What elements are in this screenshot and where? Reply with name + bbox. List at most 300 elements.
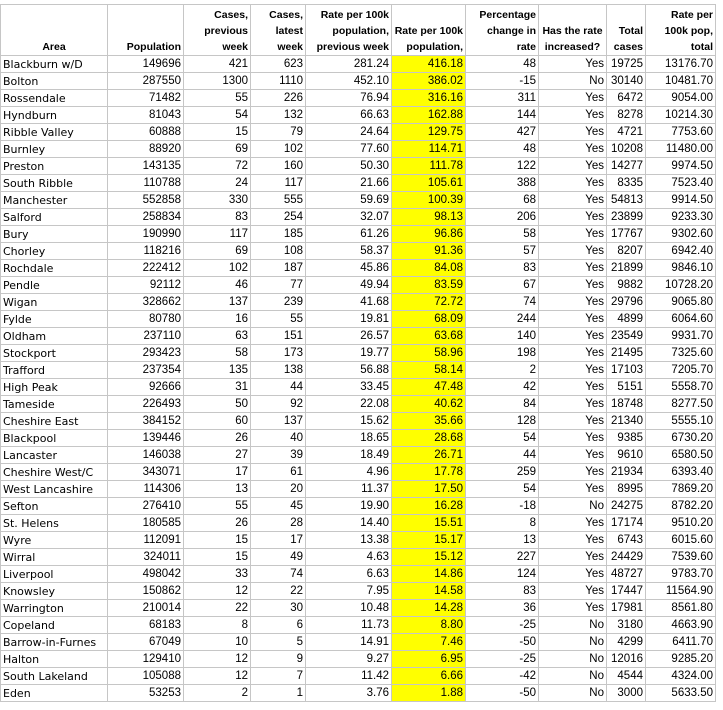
cell-rate-latest[interactable]: 162.88 — [392, 107, 466, 124]
cell-cases-latest-week[interactable]: 117 — [251, 175, 306, 192]
cell-total-cases[interactable]: 48727 — [607, 566, 646, 583]
cell-total-cases[interactable]: 17981 — [607, 600, 646, 617]
cell-cases-previous-week[interactable]: 421 — [184, 56, 251, 73]
cell-rate-total[interactable]: 13176.70 — [646, 56, 716, 73]
cell-cases-latest-week[interactable]: 77 — [251, 277, 306, 294]
cell-rate-increased[interactable]: Yes — [539, 362, 607, 379]
cell-percentage-change[interactable]: 36 — [466, 600, 539, 617]
cell-rate-previous-week[interactable]: 7.95 — [306, 583, 392, 600]
cell-cases-previous-week[interactable]: 69 — [184, 141, 251, 158]
cell-cases-latest-week[interactable]: 22 — [251, 583, 306, 600]
cell-rate-previous-week[interactable]: 24.64 — [306, 124, 392, 141]
cell-rate-previous-week[interactable]: 14.40 — [306, 515, 392, 532]
cell-area[interactable]: Chorley — [1, 243, 108, 260]
cell-cases-latest-week[interactable]: 108 — [251, 243, 306, 260]
cell-area[interactable]: Eden — [1, 685, 108, 702]
cell-rate-previous-week[interactable]: 45.86 — [306, 260, 392, 277]
cell-population[interactable]: 552858 — [108, 192, 184, 209]
cell-rate-previous-week[interactable]: 59.69 — [306, 192, 392, 209]
cell-rate-total[interactable]: 11564.90 — [646, 583, 716, 600]
cell-rate-total[interactable]: 7869.20 — [646, 481, 716, 498]
cell-total-cases[interactable]: 30140 — [607, 73, 646, 90]
cell-rate-increased[interactable]: Yes — [539, 345, 607, 362]
cell-rate-latest[interactable]: 15.51 — [392, 515, 466, 532]
cell-rate-previous-week[interactable]: 19.90 — [306, 498, 392, 515]
cell-rate-increased[interactable]: Yes — [539, 209, 607, 226]
cell-cases-latest-week[interactable]: 39 — [251, 447, 306, 464]
header-percentage-change[interactable]: Percentage change in rate — [466, 5, 539, 56]
cell-rate-latest[interactable]: 15.17 — [392, 532, 466, 549]
cell-cases-latest-week[interactable]: 55 — [251, 311, 306, 328]
header-cases-latest-week[interactable]: Cases, latest week — [251, 5, 306, 56]
cell-cases-previous-week[interactable]: 16 — [184, 311, 251, 328]
cell-rate-latest[interactable]: 26.71 — [392, 447, 466, 464]
cell-cases-previous-week[interactable]: 54 — [184, 107, 251, 124]
cell-total-cases[interactable]: 9882 — [607, 277, 646, 294]
cell-rate-latest[interactable]: 58.96 — [392, 345, 466, 362]
cell-rate-previous-week[interactable]: 18.49 — [306, 447, 392, 464]
cell-rate-increased[interactable]: Yes — [539, 328, 607, 345]
cell-percentage-change[interactable]: -18 — [466, 498, 539, 515]
cell-rate-total[interactable]: 10214.30 — [646, 107, 716, 124]
cell-population[interactable]: 226493 — [108, 396, 184, 413]
cell-percentage-change[interactable]: 427 — [466, 124, 539, 141]
cell-area[interactable]: Knowsley — [1, 583, 108, 600]
cell-population[interactable]: 150862 — [108, 583, 184, 600]
cell-rate-previous-week[interactable]: 19.77 — [306, 345, 392, 362]
cell-area[interactable]: Stockport — [1, 345, 108, 362]
cell-rate-increased[interactable]: Yes — [539, 107, 607, 124]
cell-area[interactable]: Preston — [1, 158, 108, 175]
cell-rate-total[interactable]: 6580.50 — [646, 447, 716, 464]
cell-percentage-change[interactable]: 83 — [466, 583, 539, 600]
cell-rate-previous-week[interactable]: 41.68 — [306, 294, 392, 311]
cell-area[interactable]: Bury — [1, 226, 108, 243]
header-area[interactable]: Area — [1, 5, 108, 56]
cell-percentage-change[interactable]: 42 — [466, 379, 539, 396]
cell-cases-latest-week[interactable]: 1110 — [251, 73, 306, 90]
cell-rate-latest[interactable]: 98.13 — [392, 209, 466, 226]
cell-total-cases[interactable]: 4899 — [607, 311, 646, 328]
cell-area[interactable]: Wirral — [1, 549, 108, 566]
cell-rate-previous-week[interactable]: 77.60 — [306, 141, 392, 158]
cell-cases-latest-week[interactable]: 7 — [251, 668, 306, 685]
cell-cases-previous-week[interactable]: 72 — [184, 158, 251, 175]
cell-rate-increased[interactable]: No — [539, 617, 607, 634]
cell-total-cases[interactable]: 23549 — [607, 328, 646, 345]
cell-rate-latest[interactable]: 96.86 — [392, 226, 466, 243]
cell-rate-latest[interactable]: 114.71 — [392, 141, 466, 158]
cell-area[interactable]: Cheshire West/C — [1, 464, 108, 481]
cell-total-cases[interactable]: 4299 — [607, 634, 646, 651]
cell-population[interactable]: 384152 — [108, 413, 184, 430]
cell-cases-latest-week[interactable]: 30 — [251, 600, 306, 617]
cell-area[interactable]: Sefton — [1, 498, 108, 515]
cell-population[interactable]: 67049 — [108, 634, 184, 651]
cell-rate-increased[interactable]: No — [539, 634, 607, 651]
cell-rate-total[interactable]: 8277.50 — [646, 396, 716, 413]
cell-rate-previous-week[interactable]: 66.63 — [306, 107, 392, 124]
cell-rate-increased[interactable]: Yes — [539, 464, 607, 481]
cell-rate-increased[interactable]: Yes — [539, 566, 607, 583]
cell-rate-increased[interactable]: Yes — [539, 260, 607, 277]
cell-population[interactable]: 258834 — [108, 209, 184, 226]
cell-rate-total[interactable]: 10728.20 — [646, 277, 716, 294]
cell-cases-previous-week[interactable]: 55 — [184, 90, 251, 107]
cell-cases-latest-week[interactable]: 187 — [251, 260, 306, 277]
cell-cases-latest-week[interactable]: 74 — [251, 566, 306, 583]
cell-percentage-change[interactable]: 68 — [466, 192, 539, 209]
cell-population[interactable]: 498042 — [108, 566, 184, 583]
cell-cases-latest-week[interactable]: 44 — [251, 379, 306, 396]
cell-rate-increased[interactable]: Yes — [539, 192, 607, 209]
cell-area[interactable]: Tameside — [1, 396, 108, 413]
cell-cases-previous-week[interactable]: 31 — [184, 379, 251, 396]
cell-total-cases[interactable]: 21934 — [607, 464, 646, 481]
cell-total-cases[interactable]: 8335 — [607, 175, 646, 192]
cell-rate-previous-week[interactable]: 11.37 — [306, 481, 392, 498]
cell-population[interactable]: 110788 — [108, 175, 184, 192]
header-rate-increased[interactable]: Has the rate increased? — [539, 5, 607, 56]
cell-cases-latest-week[interactable]: 132 — [251, 107, 306, 124]
cell-percentage-change[interactable]: 140 — [466, 328, 539, 345]
cell-population[interactable]: 180585 — [108, 515, 184, 532]
cell-area[interactable]: Bolton — [1, 73, 108, 90]
cell-rate-latest[interactable]: 316.16 — [392, 90, 466, 107]
cell-rate-latest[interactable]: 40.62 — [392, 396, 466, 413]
cell-rate-previous-week[interactable]: 56.88 — [306, 362, 392, 379]
cell-percentage-change[interactable]: 44 — [466, 447, 539, 464]
cell-total-cases[interactable]: 9385 — [607, 430, 646, 447]
cell-total-cases[interactable]: 8995 — [607, 481, 646, 498]
cell-area[interactable]: High Peak — [1, 379, 108, 396]
cell-cases-latest-week[interactable]: 102 — [251, 141, 306, 158]
cell-rate-previous-week[interactable]: 281.24 — [306, 56, 392, 73]
cell-total-cases[interactable]: 24275 — [607, 498, 646, 515]
header-total-cases[interactable]: Total cases — [607, 5, 646, 56]
cell-rate-total[interactable]: 9285.20 — [646, 651, 716, 668]
cell-rate-previous-week[interactable]: 58.37 — [306, 243, 392, 260]
cell-population[interactable]: 190990 — [108, 226, 184, 243]
cell-cases-previous-week[interactable]: 135 — [184, 362, 251, 379]
cell-area[interactable]: Salford — [1, 209, 108, 226]
cell-cases-previous-week[interactable]: 55 — [184, 498, 251, 515]
cell-cases-previous-week[interactable]: 15 — [184, 549, 251, 566]
cell-area[interactable]: Oldham — [1, 328, 108, 345]
cell-rate-total[interactable]: 9783.70 — [646, 566, 716, 583]
cell-rate-total[interactable]: 9510.20 — [646, 515, 716, 532]
cell-rate-previous-week[interactable]: 21.66 — [306, 175, 392, 192]
cell-rate-total[interactable]: 7325.60 — [646, 345, 716, 362]
cell-population[interactable]: 324011 — [108, 549, 184, 566]
cell-rate-latest[interactable]: 72.72 — [392, 294, 466, 311]
cell-population[interactable]: 92112 — [108, 277, 184, 294]
cell-cases-previous-week[interactable]: 58 — [184, 345, 251, 362]
cell-population[interactable]: 92666 — [108, 379, 184, 396]
cell-percentage-change[interactable]: 227 — [466, 549, 539, 566]
cell-rate-latest[interactable]: 129.75 — [392, 124, 466, 141]
cell-rate-increased[interactable]: No — [539, 73, 607, 90]
cell-rate-latest[interactable]: 47.48 — [392, 379, 466, 396]
cell-population[interactable]: 68183 — [108, 617, 184, 634]
cell-percentage-change[interactable]: 57 — [466, 243, 539, 260]
cell-percentage-change[interactable]: 388 — [466, 175, 539, 192]
cell-rate-increased[interactable]: Yes — [539, 532, 607, 549]
cell-rate-latest[interactable]: 14.86 — [392, 566, 466, 583]
cell-percentage-change[interactable]: -15 — [466, 73, 539, 90]
cell-cases-latest-week[interactable]: 160 — [251, 158, 306, 175]
cell-rate-increased[interactable]: Yes — [539, 379, 607, 396]
cell-population[interactable]: 60888 — [108, 124, 184, 141]
cell-population[interactable]: 81043 — [108, 107, 184, 124]
cell-cases-previous-week[interactable]: 102 — [184, 260, 251, 277]
cell-rate-increased[interactable]: Yes — [539, 515, 607, 532]
cell-cases-previous-week[interactable]: 22 — [184, 600, 251, 617]
cell-area[interactable]: Barrow-in-Furnes — [1, 634, 108, 651]
cell-cases-previous-week[interactable]: 24 — [184, 175, 251, 192]
cell-rate-increased[interactable]: No — [539, 651, 607, 668]
cell-rate-total[interactable]: 7539.60 — [646, 549, 716, 566]
cell-rate-increased[interactable]: Yes — [539, 124, 607, 141]
cell-rate-increased[interactable]: Yes — [539, 175, 607, 192]
cell-rate-previous-week[interactable]: 11.42 — [306, 668, 392, 685]
cell-rate-increased[interactable]: Yes — [539, 243, 607, 260]
header-population[interactable]: Population — [108, 5, 184, 56]
cell-rate-total[interactable]: 9065.80 — [646, 294, 716, 311]
cell-cases-latest-week[interactable]: 92 — [251, 396, 306, 413]
cell-total-cases[interactable]: 24429 — [607, 549, 646, 566]
cell-percentage-change[interactable]: 84 — [466, 396, 539, 413]
cell-cases-previous-week[interactable]: 26 — [184, 515, 251, 532]
cell-rate-increased[interactable]: Yes — [539, 311, 607, 328]
cell-percentage-change[interactable]: 311 — [466, 90, 539, 107]
cell-total-cases[interactable]: 5151 — [607, 379, 646, 396]
cell-rate-increased[interactable]: No — [539, 498, 607, 515]
cell-rate-latest[interactable]: 1.88 — [392, 685, 466, 702]
cell-rate-latest[interactable]: 100.39 — [392, 192, 466, 209]
cell-population[interactable]: 71482 — [108, 90, 184, 107]
cell-total-cases[interactable]: 54813 — [607, 192, 646, 209]
cell-rate-latest[interactable]: 63.68 — [392, 328, 466, 345]
cell-rate-increased[interactable]: No — [539, 685, 607, 702]
cell-percentage-change[interactable]: 144 — [466, 107, 539, 124]
cell-total-cases[interactable]: 14277 — [607, 158, 646, 175]
cell-total-cases[interactable]: 8207 — [607, 243, 646, 260]
cell-rate-total[interactable]: 9914.50 — [646, 192, 716, 209]
cell-cases-latest-week[interactable]: 40 — [251, 430, 306, 447]
cell-percentage-change[interactable]: 48 — [466, 141, 539, 158]
cell-rate-increased[interactable]: Yes — [539, 481, 607, 498]
cell-rate-total[interactable]: 9233.30 — [646, 209, 716, 226]
cell-population[interactable]: 293423 — [108, 345, 184, 362]
cell-rate-previous-week[interactable]: 50.30 — [306, 158, 392, 175]
header-rate-latest[interactable]: Rate per 100k population, — [392, 5, 466, 56]
cell-population[interactable]: 129410 — [108, 651, 184, 668]
cell-rate-latest[interactable]: 68.09 — [392, 311, 466, 328]
cell-rate-total[interactable]: 6393.40 — [646, 464, 716, 481]
cell-rate-increased[interactable]: Yes — [539, 430, 607, 447]
cell-rate-total[interactable]: 5558.70 — [646, 379, 716, 396]
cell-rate-total[interactable]: 11480.00 — [646, 141, 716, 158]
cell-rate-previous-week[interactable]: 452.10 — [306, 73, 392, 90]
header-cases-previous-week[interactable]: Cases, previous week — [184, 5, 251, 56]
cell-cases-latest-week[interactable]: 185 — [251, 226, 306, 243]
cell-population[interactable]: 88920 — [108, 141, 184, 158]
cell-percentage-change[interactable]: -42 — [466, 668, 539, 685]
cell-percentage-change[interactable]: 198 — [466, 345, 539, 362]
cell-total-cases[interactable]: 17103 — [607, 362, 646, 379]
cell-area[interactable]: Blackpool — [1, 430, 108, 447]
cell-rate-previous-week[interactable]: 49.94 — [306, 277, 392, 294]
cell-population[interactable]: 114306 — [108, 481, 184, 498]
cell-rate-total[interactable]: 9974.50 — [646, 158, 716, 175]
cell-area[interactable]: Warrington — [1, 600, 108, 617]
cell-percentage-change[interactable]: -25 — [466, 617, 539, 634]
cell-rate-previous-week[interactable]: 9.27 — [306, 651, 392, 668]
cell-cases-latest-week[interactable]: 137 — [251, 413, 306, 430]
cell-cases-latest-week[interactable]: 6 — [251, 617, 306, 634]
cell-rate-total[interactable]: 8782.20 — [646, 498, 716, 515]
header-rate-previous-week[interactable]: Rate per 100k population, previous week — [306, 5, 392, 56]
cell-rate-total[interactable]: 5555.10 — [646, 413, 716, 430]
cell-cases-previous-week[interactable]: 117 — [184, 226, 251, 243]
cell-area[interactable]: Liverpool — [1, 566, 108, 583]
cell-cases-previous-week[interactable]: 13 — [184, 481, 251, 498]
cell-cases-previous-week[interactable]: 33 — [184, 566, 251, 583]
cell-rate-total[interactable]: 5633.50 — [646, 685, 716, 702]
cell-total-cases[interactable]: 10208 — [607, 141, 646, 158]
cell-rate-total[interactable]: 4324.00 — [646, 668, 716, 685]
cell-rate-increased[interactable]: Yes — [539, 413, 607, 430]
cell-population[interactable]: 105088 — [108, 668, 184, 685]
cell-percentage-change[interactable]: 58 — [466, 226, 539, 243]
cell-area[interactable]: Pendle — [1, 277, 108, 294]
cell-rate-latest[interactable]: 7.46 — [392, 634, 466, 651]
cell-cases-latest-week[interactable]: 20 — [251, 481, 306, 498]
cell-total-cases[interactable]: 23899 — [607, 209, 646, 226]
cell-cases-previous-week[interactable]: 15 — [184, 124, 251, 141]
cell-rate-latest[interactable]: 83.59 — [392, 277, 466, 294]
cell-rate-increased[interactable]: Yes — [539, 294, 607, 311]
cell-rate-latest[interactable]: 17.78 — [392, 464, 466, 481]
cell-total-cases[interactable]: 18748 — [607, 396, 646, 413]
cell-population[interactable]: 237354 — [108, 362, 184, 379]
cell-rate-increased[interactable]: No — [539, 668, 607, 685]
cell-rate-previous-week[interactable]: 13.38 — [306, 532, 392, 549]
cell-rate-previous-week[interactable]: 33.45 — [306, 379, 392, 396]
cell-population[interactable]: 146038 — [108, 447, 184, 464]
cell-cases-previous-week[interactable]: 15 — [184, 532, 251, 549]
header-rate-total[interactable]: Rate per 100k pop, total — [646, 5, 716, 56]
cell-rate-previous-week[interactable]: 10.48 — [306, 600, 392, 617]
cell-cases-latest-week[interactable]: 1 — [251, 685, 306, 702]
cell-population[interactable]: 222412 — [108, 260, 184, 277]
cell-rate-total[interactable]: 10481.70 — [646, 73, 716, 90]
cell-rate-previous-week[interactable]: 4.63 — [306, 549, 392, 566]
cell-rate-previous-week[interactable]: 76.94 — [306, 90, 392, 107]
cell-total-cases[interactable]: 3000 — [607, 685, 646, 702]
cell-cases-previous-week[interactable]: 137 — [184, 294, 251, 311]
cell-total-cases[interactable]: 4721 — [607, 124, 646, 141]
cell-area[interactable]: Trafford — [1, 362, 108, 379]
cell-rate-increased[interactable]: Yes — [539, 549, 607, 566]
cell-cases-previous-week[interactable]: 1300 — [184, 73, 251, 90]
cell-area[interactable]: South Lakeland — [1, 668, 108, 685]
cell-rate-previous-week[interactable]: 15.62 — [306, 413, 392, 430]
cell-area[interactable]: St. Helens — [1, 515, 108, 532]
cell-rate-latest[interactable]: 105.61 — [392, 175, 466, 192]
cell-cases-latest-week[interactable]: 61 — [251, 464, 306, 481]
cell-percentage-change[interactable]: 13 — [466, 532, 539, 549]
cell-cases-latest-week[interactable]: 49 — [251, 549, 306, 566]
cell-rate-total[interactable]: 4663.90 — [646, 617, 716, 634]
cell-rate-total[interactable]: 9302.60 — [646, 226, 716, 243]
cell-cases-previous-week[interactable]: 50 — [184, 396, 251, 413]
cell-cases-latest-week[interactable]: 45 — [251, 498, 306, 515]
cell-total-cases[interactable]: 9610 — [607, 447, 646, 464]
cell-cases-previous-week[interactable]: 12 — [184, 583, 251, 600]
cell-area[interactable]: Wyre — [1, 532, 108, 549]
cell-rate-total[interactable]: 9054.00 — [646, 90, 716, 107]
cell-cases-previous-week[interactable]: 26 — [184, 430, 251, 447]
cell-rate-increased[interactable]: Yes — [539, 141, 607, 158]
cell-rate-total[interactable]: 6064.60 — [646, 311, 716, 328]
cell-percentage-change[interactable]: 2 — [466, 362, 539, 379]
cell-rate-total[interactable]: 7523.40 — [646, 175, 716, 192]
cell-area[interactable]: Burnley — [1, 141, 108, 158]
cell-rate-increased[interactable]: Yes — [539, 583, 607, 600]
cell-population[interactable]: 276410 — [108, 498, 184, 515]
cell-rate-increased[interactable]: Yes — [539, 277, 607, 294]
cell-cases-latest-week[interactable]: 138 — [251, 362, 306, 379]
cell-area[interactable]: Cheshire East — [1, 413, 108, 430]
cell-rate-total[interactable]: 6411.70 — [646, 634, 716, 651]
cell-rate-latest[interactable]: 14.28 — [392, 600, 466, 617]
cell-cases-previous-week[interactable]: 10 — [184, 634, 251, 651]
cell-area[interactable]: South Ribble — [1, 175, 108, 192]
cell-cases-latest-week[interactable]: 5 — [251, 634, 306, 651]
cell-cases-latest-week[interactable]: 173 — [251, 345, 306, 362]
cell-rate-previous-week[interactable]: 61.26 — [306, 226, 392, 243]
cell-total-cases[interactable]: 6472 — [607, 90, 646, 107]
cell-cases-previous-week[interactable]: 8 — [184, 617, 251, 634]
cell-population[interactable]: 139446 — [108, 430, 184, 447]
cell-rate-previous-week[interactable]: 3.76 — [306, 685, 392, 702]
cell-cases-previous-week[interactable]: 60 — [184, 413, 251, 430]
cell-rate-latest[interactable]: 84.08 — [392, 260, 466, 277]
cell-cases-latest-week[interactable]: 254 — [251, 209, 306, 226]
cell-percentage-change[interactable]: 259 — [466, 464, 539, 481]
cell-rate-latest[interactable]: 17.50 — [392, 481, 466, 498]
cell-rate-total[interactable]: 6730.20 — [646, 430, 716, 447]
cell-area[interactable]: Hyndburn — [1, 107, 108, 124]
cell-rate-previous-week[interactable]: 26.57 — [306, 328, 392, 345]
cell-population[interactable]: 112091 — [108, 532, 184, 549]
cell-percentage-change[interactable]: -25 — [466, 651, 539, 668]
cell-cases-latest-week[interactable]: 151 — [251, 328, 306, 345]
cell-rate-increased[interactable]: Yes — [539, 158, 607, 175]
cell-percentage-change[interactable]: 54 — [466, 481, 539, 498]
cell-total-cases[interactable]: 29796 — [607, 294, 646, 311]
cell-rate-latest[interactable]: 416.18 — [392, 56, 466, 73]
cell-cases-previous-week[interactable]: 330 — [184, 192, 251, 209]
cell-rate-increased[interactable]: Yes — [539, 396, 607, 413]
cell-rate-previous-week[interactable]: 18.65 — [306, 430, 392, 447]
cell-total-cases[interactable]: 21495 — [607, 345, 646, 362]
cell-rate-latest[interactable]: 91.36 — [392, 243, 466, 260]
cell-total-cases[interactable]: 21340 — [607, 413, 646, 430]
cell-rate-total[interactable]: 7205.70 — [646, 362, 716, 379]
